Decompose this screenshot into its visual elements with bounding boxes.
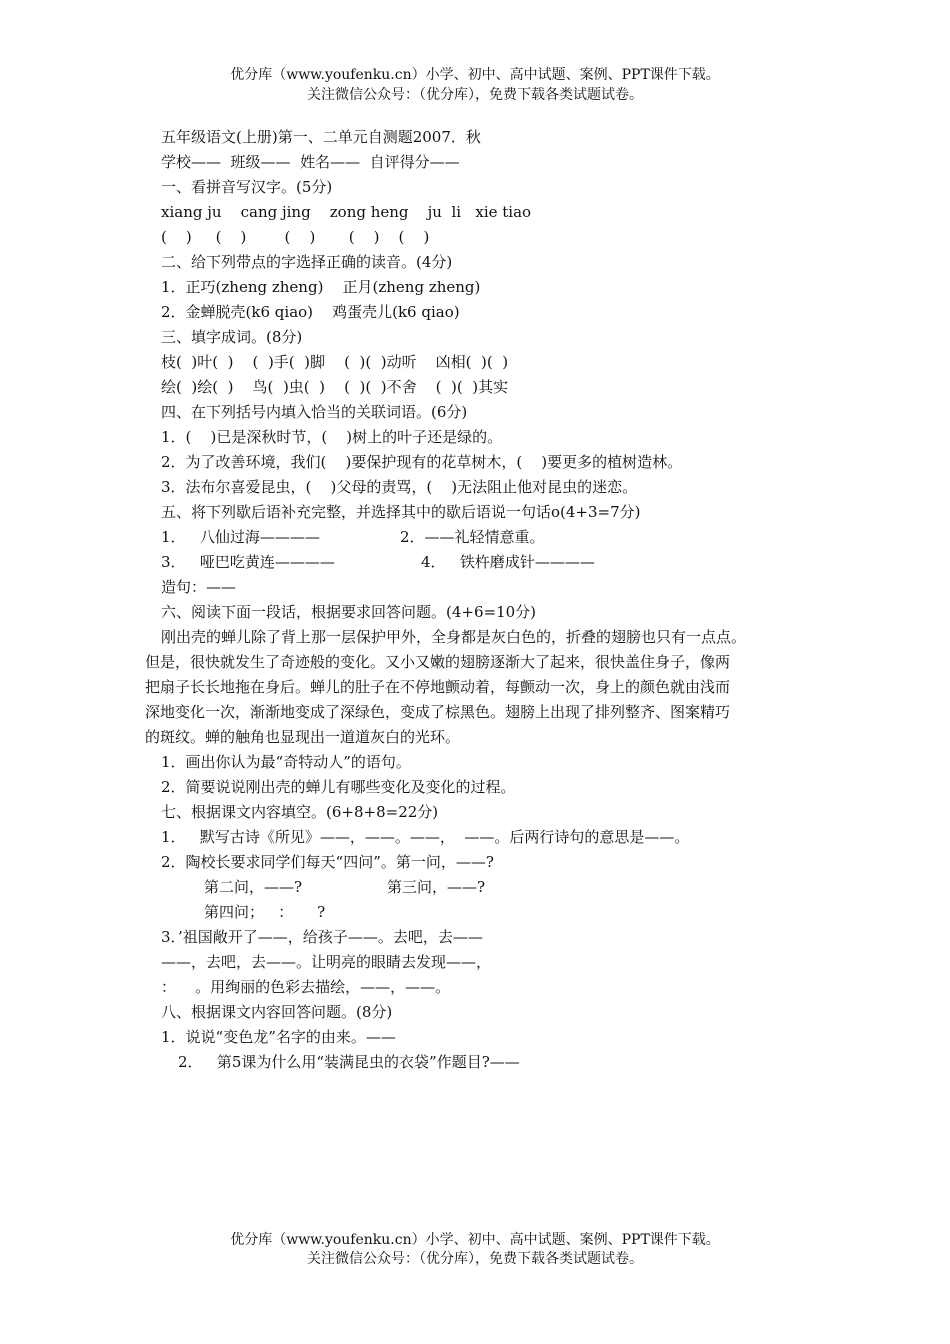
section-4-q1: 1．( )已是深秋时节，( )树上的叶子还是绿的。 bbox=[161, 428, 503, 446]
section-5-q3: 3． 哑巴吃黄连———— bbox=[161, 553, 335, 571]
section-5-sentence: 造句：—— bbox=[161, 578, 237, 596]
section-4-q3: 3．法布尔喜爱昆虫，( )父母的责骂，( )无法阻止他对昆虫的迷恋。 bbox=[161, 478, 638, 496]
section-7-q2-fourth: 第四问； ： ? bbox=[204, 903, 326, 921]
section-7-q2: 2．陶校长要求同学们每天“四问”。第一问，——? bbox=[161, 853, 494, 871]
section-1-pinyin: xiang ju cang jing zong heng ju li xie tiao bbox=[161, 203, 532, 221]
student-info-line: 学校—— 班级—— 姓名—— 自评得分—— bbox=[161, 153, 460, 171]
section-1-blanks: ( ) ( ) ( ) ( ) ( ) bbox=[161, 228, 430, 246]
section-2-q1: 1．正巧(zheng zheng) 正月(zheng zheng) bbox=[161, 278, 481, 296]
section-8-heading: 八、根据课文内容回答问题。(8分) bbox=[161, 1003, 393, 1021]
section-6-heading: 六、阅读下面一段话，根据要求回答问题。(4+6=10分) bbox=[161, 603, 537, 621]
section-5-q1: 1． 八仙过海———— bbox=[161, 528, 320, 546]
passage-line-3: 把扇子长长地拖在身后。蝉儿的肚子在不停地颤动着，每颤动一次，身上的颜色就由浅而 bbox=[145, 678, 731, 696]
passage-line-4: 深地变化一次，渐渐地变成了深绿色，变成了棕黑色。翅膀上出现了排列整齐、图案精巧 bbox=[145, 703, 731, 721]
section-4-heading: 四、在下列括号内填入恰当的关联词语。(6分) bbox=[161, 403, 468, 421]
section-1-heading: 一、看拼音写汉字。(5分) bbox=[161, 178, 333, 196]
section-7-q2-third: 第三问，——? bbox=[387, 878, 486, 896]
section-3-row-1: 枝( )叶( ) ( )手( )脚 ( )( )动听 凶相( )( ) bbox=[161, 353, 509, 371]
section-2-q2: 2．金蝉脱壳(k6 qiao) 鸡蛋壳儿(k6 qiao) bbox=[161, 303, 460, 321]
section-5-q2: 2．——礼轻情意重。 bbox=[400, 528, 545, 546]
section-3-row-2: 绘( )绘( ) 鸟( )虫( ) ( )( )不舍 ( )( )其实 bbox=[161, 378, 509, 396]
passage-line-2: 但是，很快就发生了奇迹般的变化。又小又嫩的翅膀逐渐大了起来，很快盖住身子，像两 bbox=[145, 653, 731, 671]
section-5-q4: 4． 铁杵磨成针———— bbox=[421, 553, 595, 571]
passage-line-5: 的斑纹。蝉的触角也显现出一道道灰白的光环。 bbox=[145, 728, 461, 746]
section-4-q2: 2．为了改善环境，我们( )要保护现有的花草树木，( )要更多的植树造林。 bbox=[161, 453, 683, 471]
header-line-1: 优分库（www.youfenku.cn）小学、初中、高中试题、案例、PPT课件下载。 bbox=[230, 67, 720, 83]
section-2-heading: 二、给下列带点的字选择正确的读音。(4分) bbox=[161, 253, 453, 271]
section-6-q1: 1．画出你认为最“奇特动人”的语句。 bbox=[161, 753, 411, 771]
section-7-q3-line-3: ： 。用绚丽的色彩去描绘，——，——。 bbox=[161, 978, 451, 996]
section-5-heading: 五、将下列歇后语补充完整，并选择其中的歇后语说一句话o(4+3=7分) bbox=[161, 503, 641, 521]
footer-line-1: 优分库（www.youfenku.cn）小学、初中、高中试题、案例、PPT课件下载。 bbox=[230, 1232, 720, 1248]
section-8-q2: 2． 第5课为什么用“装满昆虫的衣袋”作题目?—— bbox=[178, 1053, 520, 1071]
section-3-heading: 三、填字成词。(8分) bbox=[161, 328, 303, 346]
section-7-q1: 1． 默写古诗《所见》——，——。——， ——。后两行诗句的意思是——。 bbox=[161, 828, 690, 846]
section-7-heading: 七、根据课文内容填空。(6+8+8=22分) bbox=[161, 803, 439, 821]
section-8-q1: 1．说说“变色龙”名字的由来。—— bbox=[161, 1028, 396, 1046]
section-7-q2-second: 第二问，——? bbox=[204, 878, 303, 896]
header-line-2: 关注微信公众号：（优分库），免费下载各类试题试卷。 bbox=[307, 87, 643, 103]
section-6-q2: 2．简要说说刚出壳的蝉儿有哪些变化及变化的过程。 bbox=[161, 778, 516, 796]
passage-line-1: 刚出壳的蝉儿除了背上那一层保护甲外，全身都是灰白色的，折叠的翅膀也只有一点点。 bbox=[161, 628, 747, 646]
footer-line-2: 关注微信公众号：（优分库），免费下载各类试题试卷。 bbox=[307, 1251, 643, 1267]
section-7-q3-line-2: ——，去吧，去——。让明亮的眼睛去发现——， bbox=[161, 953, 492, 971]
section-7-q3-line-1: 3．’祖国敞开了——，给孩子——。去吧，去—— bbox=[161, 928, 483, 946]
exam-title: 五年级语文(上册)第一、二单元自测题2007．秋 bbox=[161, 128, 481, 146]
